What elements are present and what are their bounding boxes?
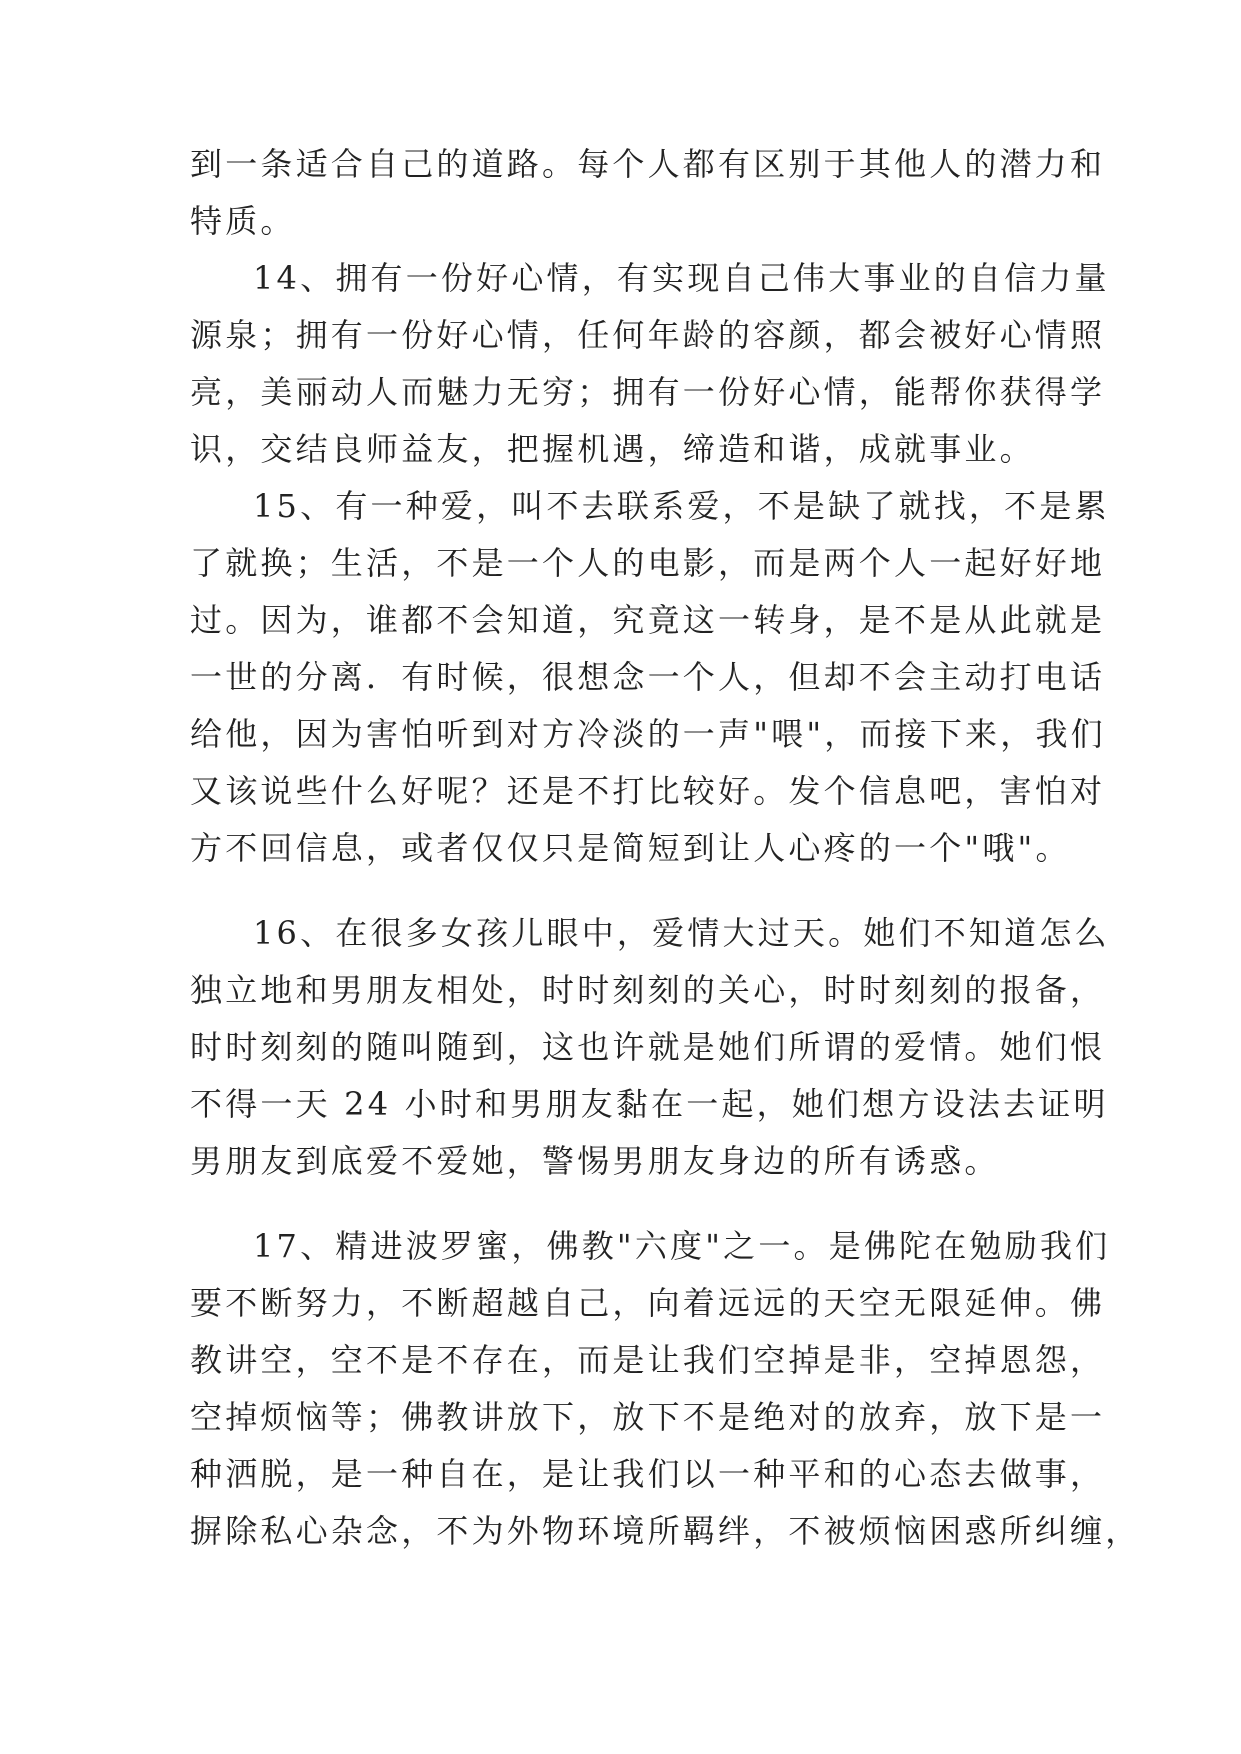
- text-line: 亮，美丽动人而魅力无穷；拥有一份好心情，能帮你获得学: [190, 373, 1106, 411]
- paragraph-15-start: 15、有一种爱，叫不去联系爱，不是缺了就找，不是累: [253, 487, 1110, 525]
- text-line: 男朋友到底爱不爱她，警惕男朋友身边的所有诱惑。: [190, 1142, 1000, 1180]
- text-line: 独立地和男朋友相处，时时刻刻的关心，时时刻刻的报备，: [190, 971, 1106, 1009]
- text-line: 空掉烦恼等；佛教讲放下，放下不是绝对的放弃，放下是一: [190, 1398, 1106, 1436]
- text-line: 种洒脱，是一种自在，是让我们以一种平和的心态去做事，: [190, 1455, 1106, 1493]
- paragraph-17-start: 17、精进波罗蜜，佛教"六度"之一。是佛陀在勉励我们: [253, 1227, 1111, 1265]
- paragraph-16-start: 16、在很多女孩儿眼中，爱情大过天。她们不知道怎么: [253, 914, 1110, 952]
- text-line: 识，交结良师益友，把握机遇，缔造和谐，成就事业。: [190, 430, 1035, 468]
- text-line: 到一条适合自己的道路。每个人都有区别于其他人的潜力和: [190, 145, 1106, 183]
- text-line: 给他，因为害怕听到对方冷淡的一声"喂"，而接下来，我们: [190, 715, 1106, 753]
- text-line: 一世的分离．有时候，很想念一个人，但却不会主动打电话: [190, 658, 1106, 696]
- text-line: 特质。: [190, 202, 296, 240]
- paragraph-14-start: 14、拥有一份好心情，有实现自己伟大事业的自信力量: [253, 259, 1110, 297]
- text-line: 摒除私心杂念，不为外物环境所羁绊，不被烦恼困惑所纠缠，: [190, 1512, 1141, 1550]
- text-line: 又该说些什么好呢？还是不打比较好。发个信息吧，害怕对: [190, 772, 1106, 810]
- text-line: 源泉；拥有一份好心情，任何年龄的容颜，都会被好心情照: [190, 316, 1106, 354]
- text-line: 方不回信息，或者仅仅只是简短到让人心疼的一个"哦"。: [190, 829, 1071, 867]
- text-line: 了就换；生活，不是一个人的电影，而是两个人一起好好地: [190, 544, 1106, 582]
- text-line: 不得一天 24 小时和男朋友黏在一起，她们想方设法去证明: [190, 1085, 1109, 1123]
- text-line: 教讲空，空不是不存在，而是让我们空掉是非，空掉恩怨，: [190, 1341, 1106, 1379]
- text-line: 时时刻刻的随叫随到，这也许就是她们所谓的爱情。她们恨: [190, 1028, 1106, 1066]
- text-line: 过。因为，谁都不会知道，究竟这一转身，是不是从此就是: [190, 601, 1106, 639]
- text-line: 要不断努力，不断超越自己，向着远远的天空无限延伸。佛: [190, 1284, 1106, 1322]
